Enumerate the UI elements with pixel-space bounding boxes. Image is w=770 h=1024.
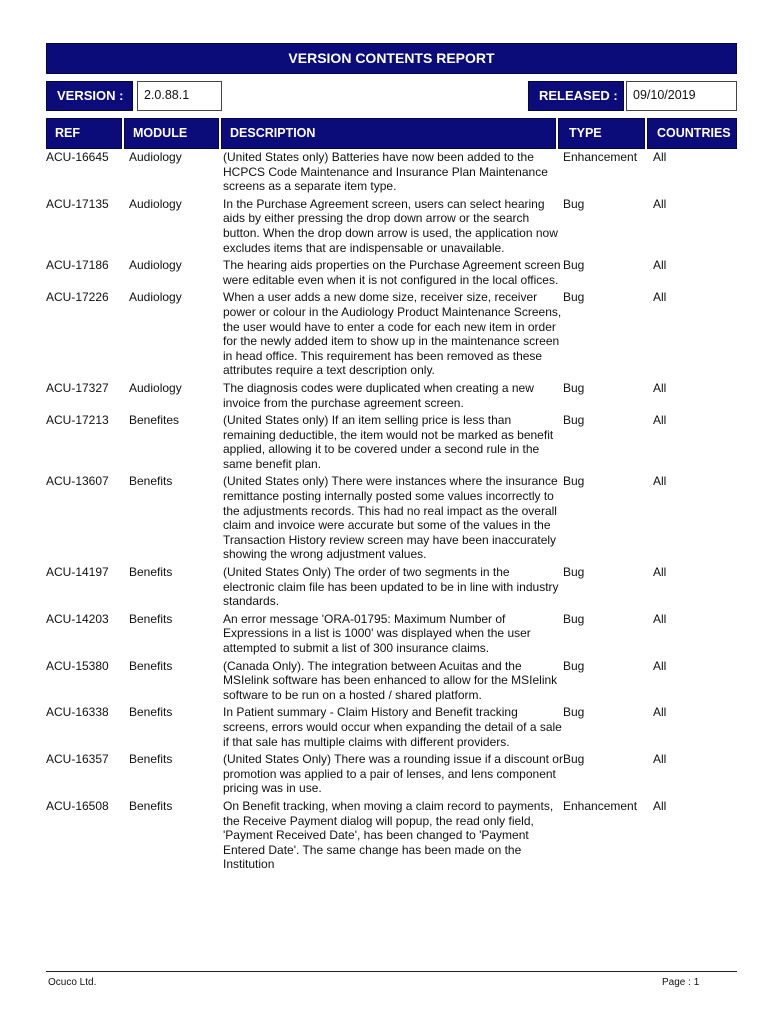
cell-type: Bug [563, 705, 585, 720]
table-row [46, 150, 746, 194]
cell-ref: ACU-13607 [46, 474, 109, 489]
cell-module: Benefits [129, 705, 173, 720]
report-table-body [46, 150, 746, 875]
cell-countries: All [653, 658, 667, 673]
version-value: 2.0.88.1 [137, 81, 222, 111]
cell-description: (United States Only) The order of two segments in the electronic claim file has been updated to be in line with industry standards. [223, 565, 559, 609]
cell-module: Audiology [129, 150, 182, 164]
released-value: 09/10/2019 [626, 81, 737, 111]
table-row [46, 705, 746, 749]
column-header-module: MODULE [124, 118, 219, 149]
table-row [46, 290, 746, 378]
footer-divider [46, 971, 737, 972]
cell-type: Bug [563, 413, 585, 428]
cell-description: On Benefit tracking, when moving a claim record to payments, the Receive Payment dialog will popup, the read only field, 'Payment Received Date', has been changed to 'Payment Entered Date'. The same change has been made on the Institution [223, 798, 554, 872]
cell-ref: ACU-16645 [46, 150, 109, 164]
cell-ref: ACU-17213 [46, 413, 109, 428]
cell-description: (United States only) If an item selling price is less than remaining deductible, the item would not be marked as benefit applied, allowing it to be covered under a second rule in the same benefit plan. [223, 413, 554, 471]
report-title: VERSION CONTENTS REPORT [46, 43, 737, 74]
column-header-ref: REF [46, 118, 122, 149]
table-row [46, 413, 746, 471]
cell-type: Enhancement [563, 150, 638, 164]
cell-type: Bug [563, 474, 585, 489]
table-row [46, 197, 746, 255]
cell-ref: ACU-17135 [46, 196, 109, 211]
cell-type: Bug [563, 290, 585, 305]
cell-countries: All [653, 413, 667, 428]
cell-countries: All [653, 150, 667, 164]
cell-module: Benefits [129, 474, 173, 489]
footer-company: Ocuco Ltd. [48, 977, 97, 988]
cell-ref: ACU-14203 [46, 611, 109, 626]
cell-type: Bug [563, 565, 585, 580]
cell-description: (Canada Only). The integration between Acuitas and the MSIelink software has been enhanced to allow for the MSIelink software to be run on a hosted / shared platform. [223, 658, 558, 702]
cell-module: Benefits [129, 611, 173, 626]
cell-module: Benefits [129, 565, 173, 580]
table-row [46, 612, 746, 656]
table-row [46, 799, 746, 872]
cell-module: Audiology [129, 380, 182, 395]
version-label: VERSION : [46, 81, 133, 111]
cell-countries: All [653, 290, 667, 305]
footer-page-number: Page : 1 [662, 977, 700, 988]
cell-ref: ACU-16508 [46, 798, 109, 813]
cell-module: Audiology [129, 290, 182, 305]
cell-ref: ACU-16338 [46, 705, 109, 720]
cell-description: When a user adds a new dome size, receiver size, receiver power or colour in the Audiology Product Maintenance Screens, the user would have to enter a code for each new item in order for the newly added item to show up in the maintenance screen in head office. This requirement has been removed as these attributes require a text description only. [223, 290, 562, 378]
cell-ref: ACU-16357 [46, 752, 109, 767]
column-header-type: TYPE [558, 118, 645, 149]
table-row [46, 474, 746, 562]
cell-ref: ACU-17327 [46, 380, 109, 395]
cell-module: Audiology [129, 196, 182, 211]
cell-type: Bug [563, 658, 585, 673]
cell-description: An error message 'ORA-01795: Maximum Number of Expressions in a list is 1000' was displayed when the user attempted to submit a list of 300 insurance claims. [223, 611, 531, 655]
cell-description: The diagnosis codes were duplicated when creating a new invoice from the purchase agreement screen. [223, 380, 534, 410]
cell-ref: ACU-17226 [46, 290, 109, 305]
cell-type: Bug [563, 258, 585, 273]
cell-module: Benefites [129, 413, 180, 428]
cell-module: Benefits [129, 752, 173, 767]
cell-countries: All [653, 752, 667, 767]
cell-ref: ACU-15380 [46, 658, 109, 673]
table-row [46, 752, 746, 796]
cell-countries: All [653, 705, 667, 720]
cell-countries: All [653, 380, 667, 395]
cell-type: Bug [563, 196, 585, 211]
cell-description: (United States only) There were instances where the insurance remittance posting internally posted some values incorrectly to the adjustments records. This had no real impact as the overall claim and invoice were accurate but some of the values in the Transaction History review screen may have been inaccurately showing the wrong adjustment values. [223, 474, 558, 562]
cell-countries: All [653, 611, 667, 626]
cell-type: Enhancement [563, 798, 638, 813]
cell-description: In the Purchase Agreement screen, users can select hearing aids by either pressing the drop down arrow or the search button. When the drop down arrow is used, the application now excludes items that are indispensable or unavailable. [223, 196, 558, 255]
cell-countries: All [653, 474, 667, 489]
table-row [46, 381, 746, 410]
column-header-countries: COUNTRIES [647, 118, 737, 149]
cell-type: Bug [563, 611, 585, 626]
table-row [46, 258, 746, 287]
cell-countries: All [653, 798, 667, 813]
cell-description: The hearing aids properties on the Purchase Agreement screen were editable even when it is not configured in the local offices. [223, 258, 561, 287]
cell-description: (United States Only) There was a rounding issue if a discount or promotion was applied to a pair of lenses, and lens component pricing was in use. [223, 752, 563, 796]
table-row [46, 565, 746, 609]
cell-countries: All [653, 258, 667, 273]
column-header-description: DESCRIPTION [221, 118, 556, 149]
cell-description: In Patient summary - Claim History and Benefit tracking screens, errors would occur when expanding the detail of a sale if that sale has multiple claims with different providers. [223, 705, 562, 749]
cell-countries: All [653, 196, 667, 211]
cell-ref: ACU-14197 [46, 565, 109, 580]
cell-module: Benefits [129, 798, 173, 813]
cell-type: Bug [563, 380, 585, 395]
cell-module: Benefits [129, 658, 173, 673]
table-row [46, 659, 746, 703]
cell-type: Bug [563, 752, 585, 767]
cell-ref: ACU-17186 [46, 258, 109, 273]
cell-description: (United States only) Batteries have now been added to the HCPCS Code Maintenance and Insurance Plan Maintenance screens as a separate item type. [223, 150, 548, 194]
released-label: RELEASED : [528, 81, 624, 111]
cell-module: Audiology [129, 258, 182, 273]
cell-countries: All [653, 565, 667, 580]
